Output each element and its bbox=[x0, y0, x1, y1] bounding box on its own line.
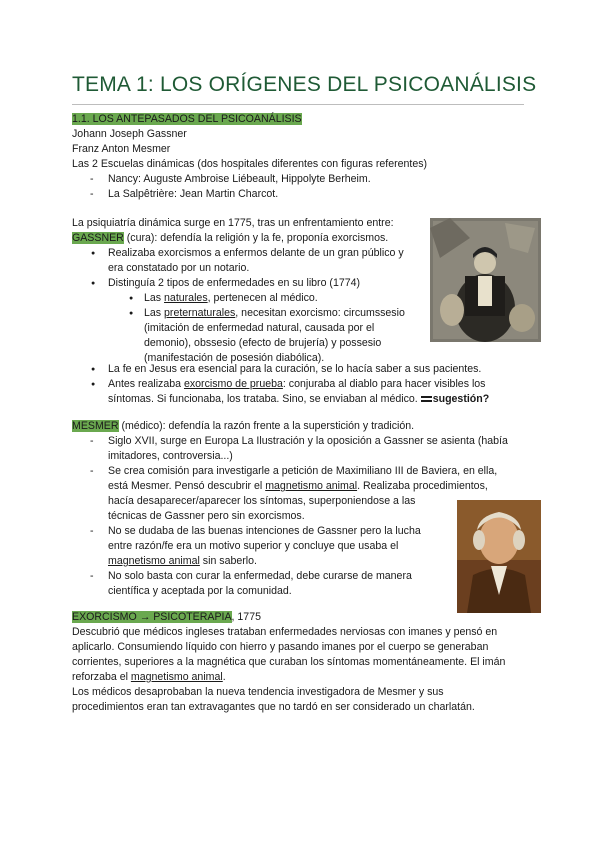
text: . Realizaba procedimientos, bbox=[357, 480, 488, 492]
text: hacía desaparecer/aparecer los síntomas, superponiendose a las bbox=[108, 495, 416, 507]
exorcismo-year: , 1775 bbox=[231, 611, 261, 623]
list-item: - Nancy: Auguste Ambroise Liébeault, Hippolyte Berheim. bbox=[108, 172, 371, 187]
gassner-line bbox=[72, 231, 388, 246]
text: : conjuraba al diablo para hacer visibles los bbox=[282, 378, 486, 390]
list-item: - La Salpêtrière: Jean Martin Charcot. bbox=[108, 187, 371, 202]
text: Antes realizaba bbox=[108, 378, 184, 390]
text: demonio), obssesio (efecto de brujería) y possesio bbox=[144, 337, 382, 349]
text: imitadores, controversia...) bbox=[108, 450, 233, 462]
text: técnicas de Gassner pero sin exorcismos. bbox=[108, 510, 305, 522]
text: . bbox=[222, 671, 226, 683]
title-divider bbox=[72, 104, 524, 105]
text: No solo basta con curar la enfermedad, debe curarse de manera bbox=[108, 570, 412, 582]
bold-text: sugestión? bbox=[432, 393, 490, 405]
gassner-engraving-image bbox=[430, 218, 541, 342]
text: , necesitan exorcismo: circumssesio bbox=[235, 307, 405, 319]
list-item bbox=[144, 291, 405, 306]
text: Los médicos desaprobaban la nueva tendencia investigadora de Mesmer y sus bbox=[72, 686, 444, 698]
mesmer-list bbox=[108, 434, 508, 599]
exorcismo-label: EXORCISMO → PSICOTERAPIA bbox=[72, 611, 232, 623]
text: Siglo XVII, surge en Europa La Ilustración y la oposición a Gassner se asienta (había bbox=[108, 435, 508, 447]
mesmer-portrait-image bbox=[457, 500, 541, 613]
mesmer-label: MESMER bbox=[72, 420, 119, 432]
list-item bbox=[108, 246, 404, 276]
section-heading bbox=[72, 112, 302, 127]
list-item bbox=[108, 377, 489, 407]
text: Las bbox=[144, 292, 165, 304]
name-gassner: Johann Joseph Gassner bbox=[72, 128, 187, 140]
list-item bbox=[108, 569, 508, 599]
text: (manifestación de posesión diabólica). bbox=[144, 352, 325, 364]
gassner-desc: (cura): defendía la religión y la fe, proponía exorcismos. bbox=[123, 232, 389, 244]
schools-list bbox=[108, 172, 371, 202]
section-heading-text: 1.1. LOS ANTEPASADOS DEL PSICOANÁLISIS bbox=[72, 113, 302, 125]
double-arrow-icon bbox=[421, 395, 432, 403]
gassner-label: GASSNER bbox=[72, 232, 124, 244]
text: reforzaba el bbox=[72, 671, 131, 683]
text: Las bbox=[144, 307, 165, 319]
schools-intro: Las 2 Escuelas dinámicas (dos hospitales diferentes con figuras referentes) bbox=[72, 158, 428, 170]
exorcismo-line bbox=[72, 610, 261, 625]
portrait-illustration bbox=[457, 500, 541, 613]
text: (imitación de enfermedad natural, causada por el bbox=[144, 322, 375, 334]
text: sin saberlo. bbox=[199, 555, 257, 567]
underlined-term: naturales bbox=[164, 292, 208, 304]
gassner-bullets bbox=[108, 246, 404, 291]
exorcismo-paragraph-1 bbox=[72, 625, 505, 685]
mesmer-desc: (médico): defendía la razón frente a la superstición y tradición. bbox=[118, 420, 415, 432]
text: científica y aceptada por la comunidad. bbox=[108, 585, 292, 597]
underlined-term: magnetismo animal bbox=[265, 480, 358, 492]
text: era constatado por un notario. bbox=[108, 262, 250, 274]
underlined-term: magnetismo animal bbox=[130, 671, 223, 683]
engraving-illustration bbox=[430, 218, 541, 342]
list-item bbox=[144, 306, 405, 366]
text: Realizaba exorcismos a enfermos delante de un gran público y bbox=[108, 247, 404, 259]
gassner-bullets-2 bbox=[108, 362, 489, 407]
underlined-term: preternaturales bbox=[164, 307, 236, 319]
underlined-term: exorcismo de prueba bbox=[183, 378, 283, 390]
exorcismo-paragraph-2 bbox=[72, 685, 475, 715]
name-mesmer: Franz Anton Mesmer bbox=[72, 143, 171, 155]
text: Descubrió que médicos ingleses trataban enfermedades nerviosas con imanes y pensó en bbox=[72, 626, 498, 638]
underlined-term: magnetismo animal bbox=[108, 555, 200, 567]
list-item: ● Distinguía 2 tipos de enfermedades en su libro (1774) bbox=[108, 276, 404, 291]
text: corrientes, superiores a la magnética que curaban los síntomas momentáneamente. El imán bbox=[72, 656, 506, 668]
list-item bbox=[108, 524, 508, 569]
page-title: TEMA 1: LOS ORÍGENES DEL PSICOANÁLISIS bbox=[72, 73, 537, 96]
text: síntomas. Si funcionaba, los trataba. Sino, se enviaban al médico. bbox=[108, 393, 421, 405]
text: Se crea comisión para investigarle a petición de Maximiliano III de Baviera, en ella, bbox=[108, 465, 498, 477]
gassner-intro: La psiquiatría dinámica surge en 1775, tras un enfrentamiento entre: bbox=[72, 217, 394, 229]
list-item bbox=[108, 464, 508, 524]
text: aplicarlo. Consumiendo líquido con hierro y pasando imanes por el cuerpo se generaban bbox=[72, 641, 489, 653]
list-item: ● La fe en Jesus era esencial para la curación, se lo hacía saber a sus pacientes. bbox=[108, 362, 489, 377]
text: está Mesmer. Pensó descubrir el bbox=[108, 480, 266, 492]
gassner-subbullets bbox=[144, 291, 405, 366]
text: , pertenecen al médico. bbox=[207, 292, 318, 304]
mesmer-line bbox=[72, 419, 414, 434]
text: procedimientos eran tan extravagantes que no tardó en ser considerado un charlatán. bbox=[72, 701, 475, 713]
text: No se dudaba de las buenas intenciones de Gassner pero la lucha bbox=[108, 525, 421, 537]
list-item bbox=[108, 434, 508, 464]
text: entre razón/fe era un motivo superior y concluye que usaba el bbox=[108, 540, 399, 552]
